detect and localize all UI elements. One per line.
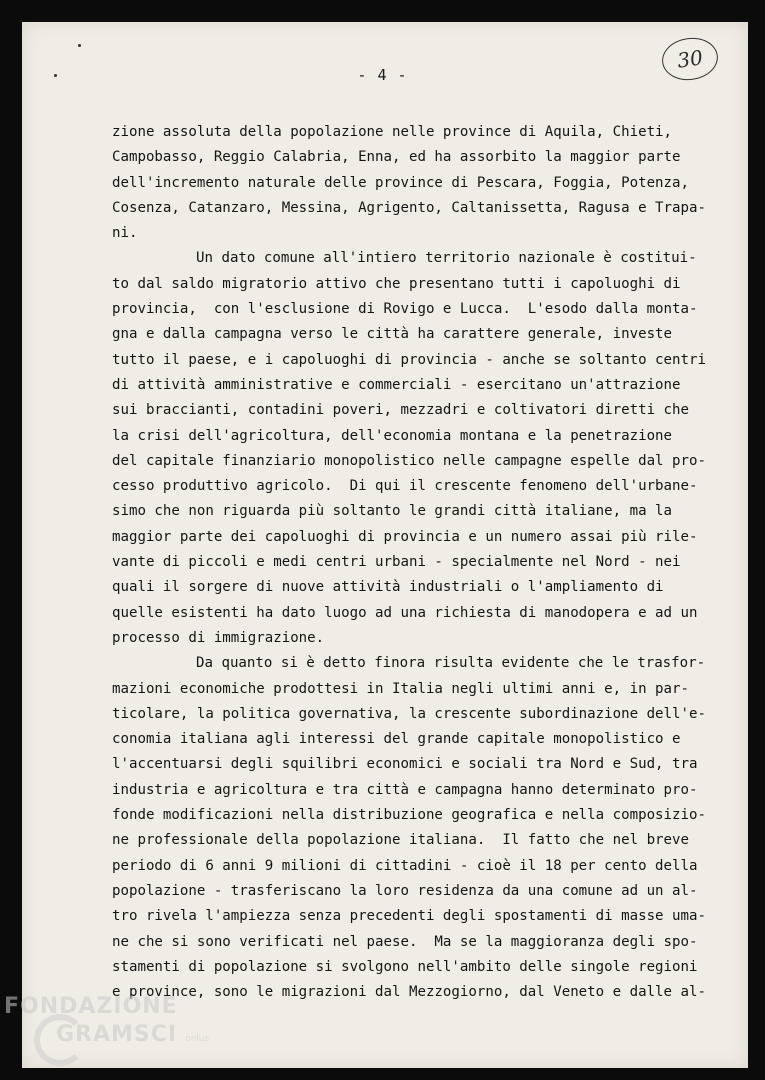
text-line: tro rivela l'ampiezza senza precedenti degli spostamenti di masse uma-: [112, 908, 706, 925]
watermark-line2: [56, 1022, 209, 1047]
text-line: to dal saldo migratorio attivo che presentano tutti i capoluoghi di: [112, 275, 681, 292]
text-line: ni.: [112, 225, 138, 242]
text-line: di attività amministrative e commerciali - esercitano un'attrazione: [112, 376, 681, 393]
text-line: popolazione - trasferiscano la loro residenza da una comune ad un al-: [112, 882, 698, 899]
page-number: - 4 -: [357, 66, 408, 84]
text-line: sui braccianti, contadini poveri, mezzadri e coltivatori diretti che: [112, 402, 689, 419]
text-line: ne che si sono verificati nel paese. Ma se la maggioranza degli spo-: [112, 933, 698, 950]
text-line: simo che non riguarda più soltanto le grandi città italiane, ma la: [112, 503, 673, 520]
text-line: maggior parte dei capoluoghi di provincia e un numero assai più rile-: [112, 528, 698, 545]
text-line: ticolare, la politica governativa, la crescente subordinazione dell'e-: [112, 705, 706, 722]
text-line: zione assoluta della popolazione nelle province di Aquila, Chieti,: [112, 124, 673, 140]
fondazione-gramsci-watermark: [4, 994, 210, 1047]
text-line: dell'incremento naturale delle province di Pescara, Foggia, Potenza,: [112, 174, 689, 191]
paper-speck: [78, 44, 81, 47]
text-line: quali il sorgere di nuove attività industriali o l'ampliamento di: [112, 579, 664, 596]
text-line: industria e agricoltura e tra città e campagna hanno determinato pro-: [112, 781, 698, 798]
text-line: e province, sono le migrazioni dal Mezzogiorno, dal Veneto e dalle al-: [112, 984, 706, 1001]
text-line: provincia, con l'esclusione di Rovigo e Lucca. L'esodo dalla monta-: [112, 301, 698, 318]
body-text: [112, 120, 724, 1005]
text-line: cesso produttivo agricolo. Di qui il crescente fenomeno dell'urbane-: [112, 478, 698, 495]
text-line: Cosenza, Catanzaro, Messina, Agrigento, Caltanissetta, Ragusa e Trapa-: [112, 199, 706, 216]
text-line: la crisi dell'agricoltura, dell'economia montana e la penetrazione: [112, 427, 673, 444]
paragraph-first-line: Da quanto si è detto finora risulta evidente che le trasfor-: [196, 655, 706, 672]
text-line: vante di piccoli e medi centri urbani - specialmente nel Nord - nei: [112, 554, 681, 571]
text-line: Campobasso, Reggio Calabria, Enna, ed ha assorbito la maggior parte: [112, 149, 681, 166]
text-line: conomia italiana agli interessi del grande capitale monopolistico e: [112, 731, 681, 748]
text-line: processo di immigrazione.: [112, 629, 325, 646]
watermark-onlus: onlus: [185, 1034, 210, 1044]
text-line: mazioni economiche prodottesi in Italia negli ultimi anni e, in par-: [112, 680, 689, 697]
text-line: stamenti di popolazione si svolgono nell'ambito delle singole regioni: [112, 958, 698, 975]
text-line: periodo di 6 anni 9 milioni di cittadini - cioè il 18 per cento della: [112, 857, 698, 874]
handwritten-folio-number: 30: [659, 34, 720, 83]
text-line: fonde modificazioni nella distribuzione geografica e nella composizio-: [112, 807, 706, 824]
text-line: ne professionale della popolazione italiana. Il fatto che nel breve: [112, 832, 689, 849]
text-line: l'accentuarsi degli squilibri economici e sociali tra Nord e Sud, tra: [112, 756, 698, 773]
text-line: del capitale finanziario monopolistico nelle campagne espelle dal pro-: [112, 452, 706, 469]
text-line: tutto il paese, e i capoluoghi di provincia - anche se soltanto centri: [112, 351, 706, 368]
watermark-gramsci: GRAMSCI: [56, 1022, 178, 1047]
text-line: quelle esistenti ha dato luogo ad una richiesta di manodopera e ad un: [112, 604, 698, 621]
text-line: gna e dalla campagna verso le città ha carattere generale, investe: [112, 326, 673, 343]
watermark-line1: FONDAZIONE: [4, 994, 178, 1019]
paragraph-first-line: Un dato comune all'intiero territorio nazionale è costitui-: [196, 250, 697, 267]
